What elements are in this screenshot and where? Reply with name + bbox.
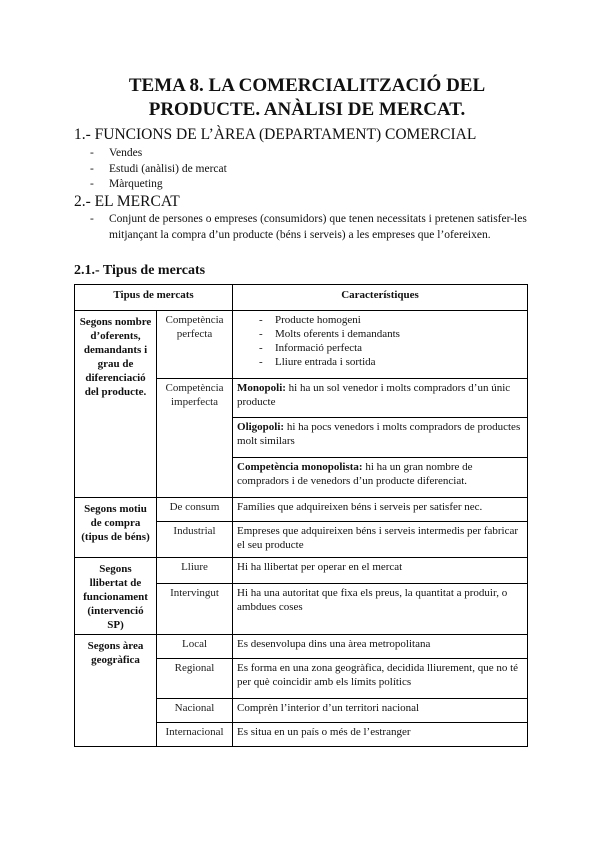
- characteristics-cell: Empreses que adquireixen béns i serveis intermedis per fabricar el seu producte: [233, 522, 528, 558]
- characteristics-cell: Es forma en una zona geogràfica, decidida lliurement, que no té per què coincidir amb els límits polítics: [233, 659, 528, 699]
- market-type-cell: Competència imperfecta: [157, 379, 233, 498]
- characteristics-cell: Famílies que adquireixen béns i serveis per satisfer nec.: [233, 498, 528, 522]
- section-1-heading: 1.- FUNCIONS DE L’ÀREA (DEPARTAMENT) COMERCIAL: [74, 126, 477, 143]
- list-item: - Informació perfecta: [259, 341, 523, 355]
- list-item: - Màrqueting: [90, 177, 227, 193]
- title-line-2: PRODUCTE. ANÀLISI DE MERCAT.: [148, 99, 466, 120]
- criterion-cell: Segons motiu de compra (tipus de béns): [75, 498, 157, 558]
- list-item: - Vendes: [90, 146, 227, 162]
- section-1-list: [90, 146, 227, 193]
- market-type-cell: Lliure: [157, 558, 233, 584]
- page-title: [70, 74, 544, 122]
- definition-text: hi ha un gran nombre de compradors i de venedors d’un producte diferenciat.: [237, 461, 473, 487]
- criterion-cell: Segons àrea geogràfica: [75, 635, 157, 747]
- characteristics-cell: [233, 418, 528, 458]
- list-item: - Lliure entrada i sortida: [259, 355, 523, 369]
- list-item: - Estudi (anàlisi) de mercat: [90, 162, 227, 178]
- characteristics-cell: Es desenvolupa dins una àrea metropolitana: [233, 635, 528, 659]
- criterion-cell: Segons nombre d’oferents, demandants i grau de diferenciació del producte.: [75, 311, 157, 498]
- header-market-types: Tipus de mercats: [75, 285, 233, 311]
- criterion-cell: Segons llibertat de funcionament (intervenció SP): [75, 558, 157, 635]
- list-item: - Producte homogeni: [259, 313, 523, 327]
- section-2-1-heading: 2.1.- Tipus de mercats: [74, 263, 206, 278]
- definition-text: hi ha pocs venedors i molts compradors de productes molt similars: [237, 421, 521, 447]
- characteristics-cell: Hi ha llibertat per operar en el mercat: [233, 558, 528, 584]
- characteristics-cell: [233, 458, 528, 498]
- term-oligopoli: Oligopoli:: [237, 421, 285, 433]
- term-competencia-monopolista: Competència monopolista:: [237, 461, 363, 473]
- market-type-cell: Intervingut: [157, 583, 233, 634]
- characteristics-cell: [233, 311, 528, 379]
- characteristics-cell: Comprèn l’interior d’un territori nacional: [233, 699, 528, 723]
- market-type-cell: Internacional: [157, 723, 233, 747]
- market-types-table: [74, 284, 528, 747]
- list-item: - Molts oferents i demandants: [259, 327, 523, 341]
- market-type-cell: Industrial: [157, 522, 233, 558]
- market-type-cell: Competència perfecta: [157, 311, 233, 379]
- term-monopoli: Monopoli:: [237, 382, 286, 394]
- definition-text: hi ha un sol venedor i molts compradors d’un únic producte: [237, 382, 511, 408]
- market-type-cell: Nacional: [157, 699, 233, 723]
- title-line-1: TEMA 8. LA COMERCIALITZACIÓ DEL: [128, 75, 486, 96]
- market-type-cell: De consum: [157, 498, 233, 522]
- list-item: - Conjunt de persones o empreses (consumidors) que tenen necessitats i pretenen satisfer-les mitjançant la compra d’un producte (béns i serveis) a les empreses que l’ofereixen.: [90, 212, 530, 243]
- market-type-cell: Regional: [157, 659, 233, 699]
- market-type-cell: Local: [157, 635, 233, 659]
- section-2-heading: 2.- EL MERCAT: [74, 193, 180, 210]
- characteristics-cell: Hi ha una autoritat que fixa els preus, la quantitat a produir, o ambdues coses: [233, 583, 528, 634]
- characteristics-cell: [233, 379, 528, 418]
- section-2-list: [90, 212, 530, 243]
- header-characteristics: Característiques: [233, 285, 528, 311]
- characteristics-cell: Es situa en un país o més de l’estranger: [233, 723, 528, 747]
